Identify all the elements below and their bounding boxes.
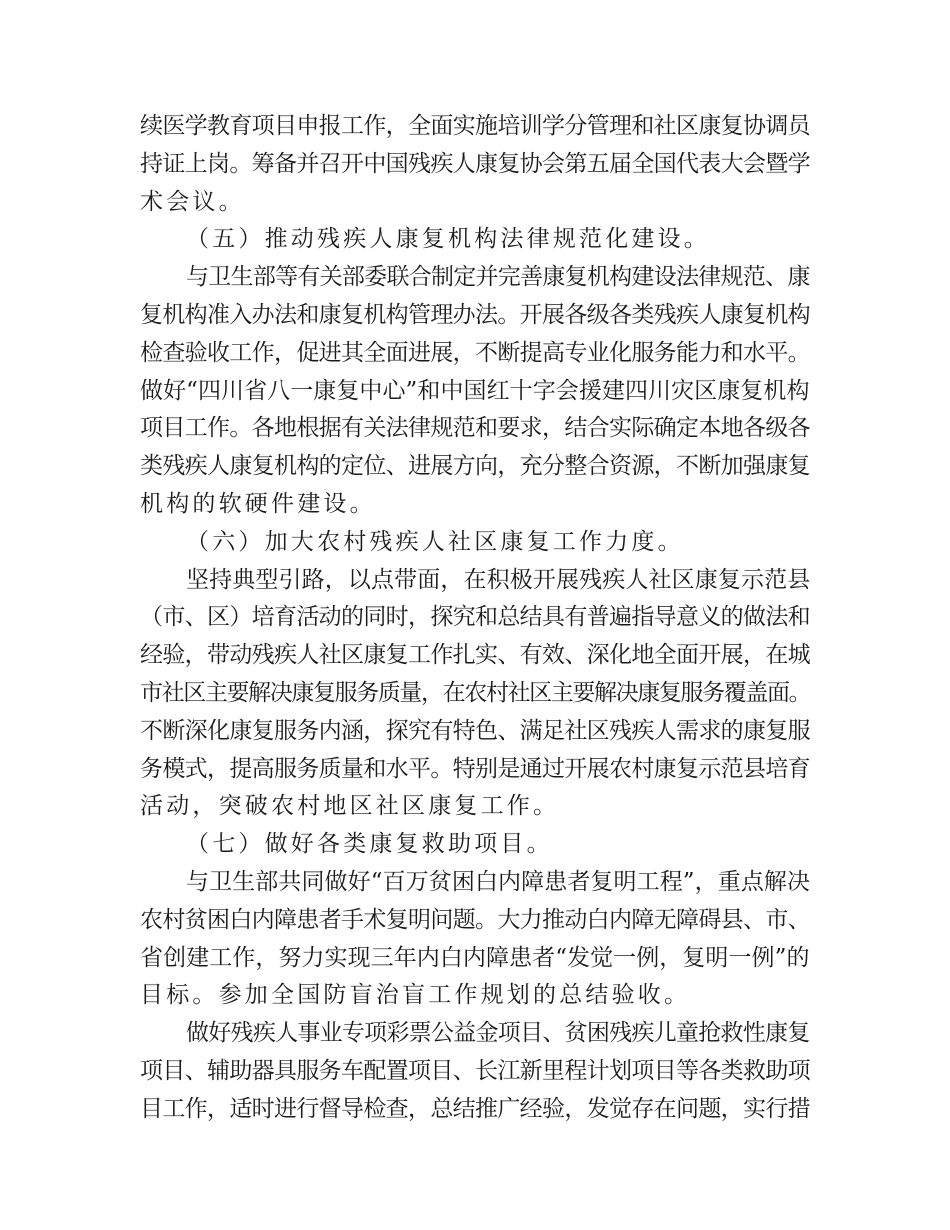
text-line: 检查验收工作，促进其全面进展，不断提高专业化服务能力和水平。	[140, 339, 811, 366]
text-line: 不断深化康复服务内涵，探究有特色、满足社区残疾人需求的康复服	[140, 717, 811, 744]
paragraph-start: 与卫生部等有关部委联合制定并完善康复机构建设法律规范、康	[186, 264, 810, 291]
paragraph-start: 与卫生部共同做好“百万贫困白内障患者复明工程”，重点解决	[186, 868, 811, 895]
text-line: 项目工作。各地根据有关法律规范和要求，结合实际确定本地各级各	[140, 415, 811, 442]
text-line: 经验，带动残疾人社区康复工作扎实、有效、深化地全面开展，在城	[140, 642, 811, 669]
text-line: （市、区）培育活动的同时，探究和总结具有普遍指导意义的做法和	[140, 604, 811, 631]
text-line: 续医学教育项目申报工作，全面实施培训学分管理和社区康复协调员	[140, 113, 811, 139]
text-line: 术会议。	[140, 188, 245, 215]
text-line: 务模式，提高服务质量和水平。特别是通过开展农村康复示范县培育	[140, 755, 811, 782]
text-line: 农村贫困白内障患者手术复明问题。大力推动白内障无障碍县、市、	[140, 906, 811, 933]
text-line: 市社区主要解决康复服务质量，在农村社区主要解决康复服务覆盖面。	[140, 679, 811, 706]
text-line: 省创建工作，努力实现三年内白内障患者“发觉一例，复明一例”的	[140, 944, 810, 971]
document-body	[140, 108, 810, 1129]
text-line: 持证上岗。筹备并召开中国残疾人康复协会第五届全国代表大会暨学	[140, 150, 811, 177]
text-line: 机构的软硬件建设。	[140, 490, 376, 517]
paragraph-start: 坚持典型引路，以点带面，在积极开展残疾人社区康复示范县	[186, 566, 811, 593]
section-heading-7: （七）做好各类康复救助项目。	[186, 831, 553, 858]
section-heading-6: （六）加大农村残疾人社区康复工作力度。	[186, 528, 684, 555]
paragraph-start: 做好残疾人事业专项彩票公益金项目、贫困残疾儿童抢救性康复	[186, 1020, 810, 1047]
text-line: 做好“四川省八一康复中心”和中国红十字会援建四川灾区康复机构	[140, 377, 810, 404]
text-line: 目工作，适时进行督导检查，总结推广经验，发觉存在问题，实行措	[140, 1095, 811, 1122]
text-line: 活动，突破农村地区社区康复工作。	[140, 793, 560, 820]
section-heading-5: （五）推动残疾人康复机构法律规范化建设。	[186, 226, 710, 253]
text-line: 类残疾人康复机构的定位、进展方向，充分整合资源，不断加强康复	[140, 453, 811, 480]
text-line: 复机构准入办法和康复机构管理办法。开展各级各类残疾人康复机构	[140, 301, 811, 328]
text-line: 项目、辅助器具服务车配置项目、长江新里程计划项目等各类救助项	[140, 1057, 811, 1084]
text-line: 目标。参加全国防盲治盲工作规划的总结验收。	[140, 982, 691, 1009]
